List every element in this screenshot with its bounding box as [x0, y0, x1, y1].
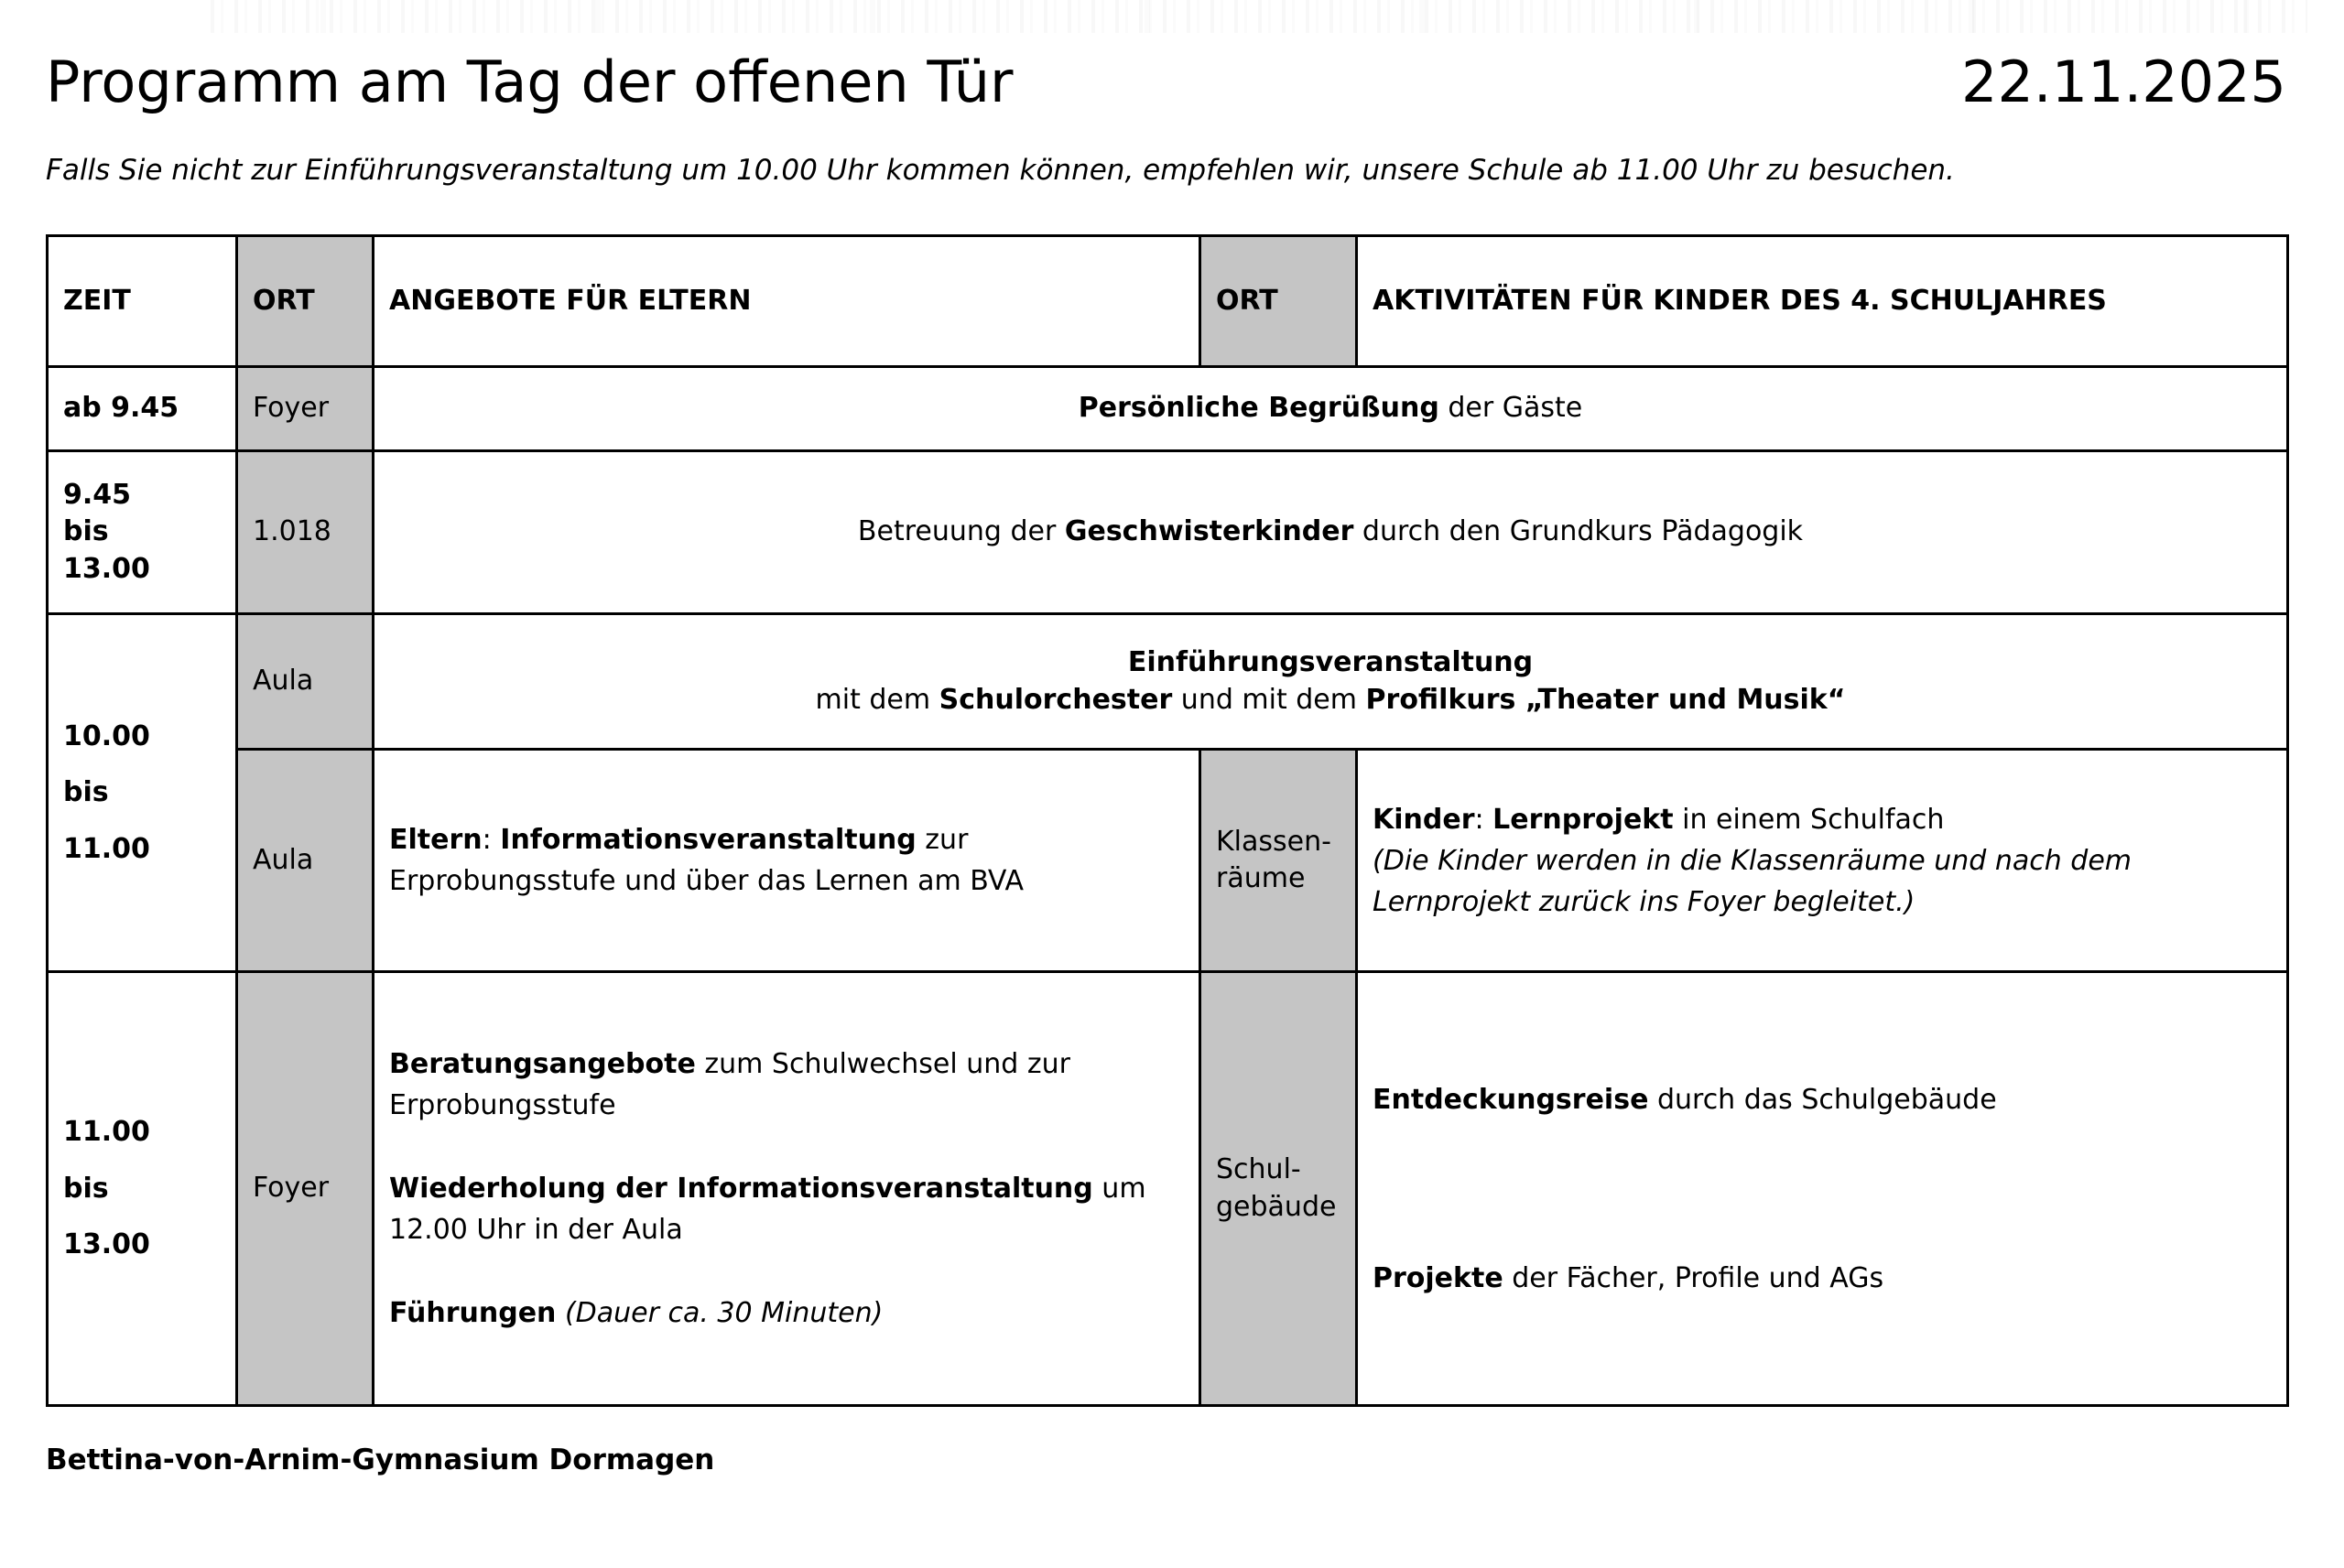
row-geschwisterkinder — [48, 451, 2288, 614]
paragraph — [1373, 1079, 2272, 1120]
zeit-line: bis — [63, 515, 109, 548]
text-run-bold: Informationsveranstaltung — [500, 824, 917, 857]
text-run: Betreuung der — [857, 515, 1065, 548]
cell-ort-1018: 1.018 — [237, 451, 374, 614]
text-block — [1373, 799, 2272, 840]
cell-zeit-1000-1100 — [48, 614, 237, 972]
text-run: und mit dem — [1172, 683, 1366, 716]
text-run-bold: Kinder — [1373, 803, 1475, 836]
cell-eltern-infoveranstaltung — [374, 750, 1200, 972]
col-header-ort-eltern: ORT — [237, 236, 374, 367]
cell-zeit-945-1300 — [48, 451, 237, 614]
text-block — [389, 819, 1184, 902]
cell-einfuehrungsveranstaltung — [374, 614, 2288, 750]
text-run-bold: Lernprojekt — [1492, 803, 1674, 836]
zeit-line: bis — [63, 776, 109, 809]
text-run-bold: Führungen — [389, 1297, 557, 1330]
col-header-aktivitaeten-kinder: AKTIVITÄTEN FÜR KINDER DES 4. SCHULJAHRES — [1357, 236, 2288, 367]
row-beratung-entdeckung — [48, 972, 2288, 1406]
page-title: Programm am Tag der offenen Tür — [46, 49, 1014, 115]
intro-note: Falls Sie nicht zur Einführungsveranstaltung um 10.00 Uhr kommen können, empfehlen wir, unsere Schule ab 11.00 Uhr zu besuchen. — [46, 154, 1955, 188]
paragraph — [389, 1292, 1184, 1334]
paragraph — [389, 1168, 1184, 1250]
text-run: mit dem — [815, 683, 939, 716]
cell-betreuung — [374, 451, 2288, 614]
ort-line: gebäude — [1216, 1190, 1337, 1223]
col-header-ort-kinder: ORT — [1200, 236, 1357, 367]
text-line-bold: Einführungsveranstaltung — [1127, 646, 1534, 679]
text-run: durch das Schulgebäude — [1648, 1083, 1997, 1116]
cell-begruessung — [374, 367, 2288, 451]
text-run-bold: Eltern — [389, 824, 483, 857]
page-date: 22.11.2025 — [1961, 49, 2286, 115]
text-run: der Fächer, Profile und AGs — [1503, 1261, 1884, 1294]
program-table — [46, 234, 2289, 1407]
text-run: : — [482, 824, 501, 857]
text-run-bold: Geschwisterkinder — [1064, 515, 1354, 548]
text-run: in einem Schulfach — [1673, 803, 1945, 836]
cell-kinder-entdeckungsreise — [1357, 972, 2288, 1406]
table-header-row — [48, 236, 2288, 367]
text-run: zur Erprobungsstufe und über das Lernen am BVA — [389, 824, 1025, 898]
cell-zeit-1100-1300 — [48, 972, 237, 1406]
ort-line: Klassen- — [1216, 825, 1331, 858]
text-run: um 12.00 Uhr in der Aula — [389, 1173, 1146, 1247]
zeit-line: 13.00 — [63, 552, 150, 585]
paragraph — [389, 1044, 1184, 1126]
zeit-line: 13.00 — [63, 1228, 150, 1261]
school-name-footer: Bettina-von-Arnim-Gymnasium Dormagen — [46, 1444, 715, 1477]
row-einfuehrung — [48, 614, 2288, 750]
text-run: zum Schulwechsel und zur Erprobungsstufe — [389, 1048, 1070, 1122]
cell-ort-foyer-2: Foyer — [237, 972, 374, 1406]
row-informationsveranstaltung — [48, 750, 2288, 972]
row-begruessung — [48, 367, 2288, 451]
title-bar — [46, 51, 2286, 114]
text-run-bold: Entdeckungsreise — [1373, 1083, 1649, 1116]
cell-ort-foyer: Foyer — [237, 367, 374, 451]
text-run-bold: Wiederholung der Informationsveranstaltung — [389, 1173, 1093, 1206]
zeit-line: 11.00 — [63, 832, 150, 865]
cell-ort-aula-1: Aula — [237, 614, 374, 750]
cell-ort-aula-2: Aula — [237, 750, 374, 972]
text-run: der Gäste — [1438, 392, 1583, 425]
col-header-angebote-eltern: ANGEBOTE FÜR ELTERN — [374, 236, 1200, 367]
text-run-bold: Profilkurs „Theater und Musik“ — [1365, 683, 1846, 716]
ort-line: räume — [1216, 862, 1306, 895]
cell-ort-schulgebaeude — [1200, 972, 1357, 1406]
text-note-italic: (Die Kinder werden in die Klassenräume und nach dem Lernprojekt zurück ins Foyer begleitet.) — [1373, 844, 2132, 918]
text-line — [389, 682, 2272, 719]
zeit-line: 10.00 — [63, 719, 150, 752]
text-run-bold: Beratungsangebote — [389, 1048, 696, 1081]
text-run: : — [1474, 803, 1493, 836]
text-run: durch den Grundkurs Pädagogik — [1353, 515, 1804, 548]
text-run-bold: Persönliche Begrüßung — [1078, 392, 1439, 425]
paragraph — [1373, 1258, 2272, 1299]
text-run-italic: (Dauer ca. 30 Minuten) — [556, 1297, 884, 1330]
zeit-line: 9.45 — [63, 478, 132, 511]
cell-zeit-ab945: ab 9.45 — [48, 367, 237, 451]
col-header-zeit: ZEIT — [48, 236, 237, 367]
cell-kinder-lernprojekt — [1357, 750, 2288, 972]
ort-line: Schul- — [1216, 1153, 1301, 1186]
cropped-text-remnant — [211, 0, 2307, 33]
text-run-bold: Projekte — [1373, 1261, 1503, 1294]
text-run-bold: Schulorchester — [939, 683, 1173, 716]
zeit-line: 11.00 — [63, 1116, 150, 1149]
cell-eltern-beratung — [374, 972, 1200, 1406]
zeit-line: bis — [63, 1172, 109, 1205]
cell-ort-klassenraeume — [1200, 750, 1357, 972]
